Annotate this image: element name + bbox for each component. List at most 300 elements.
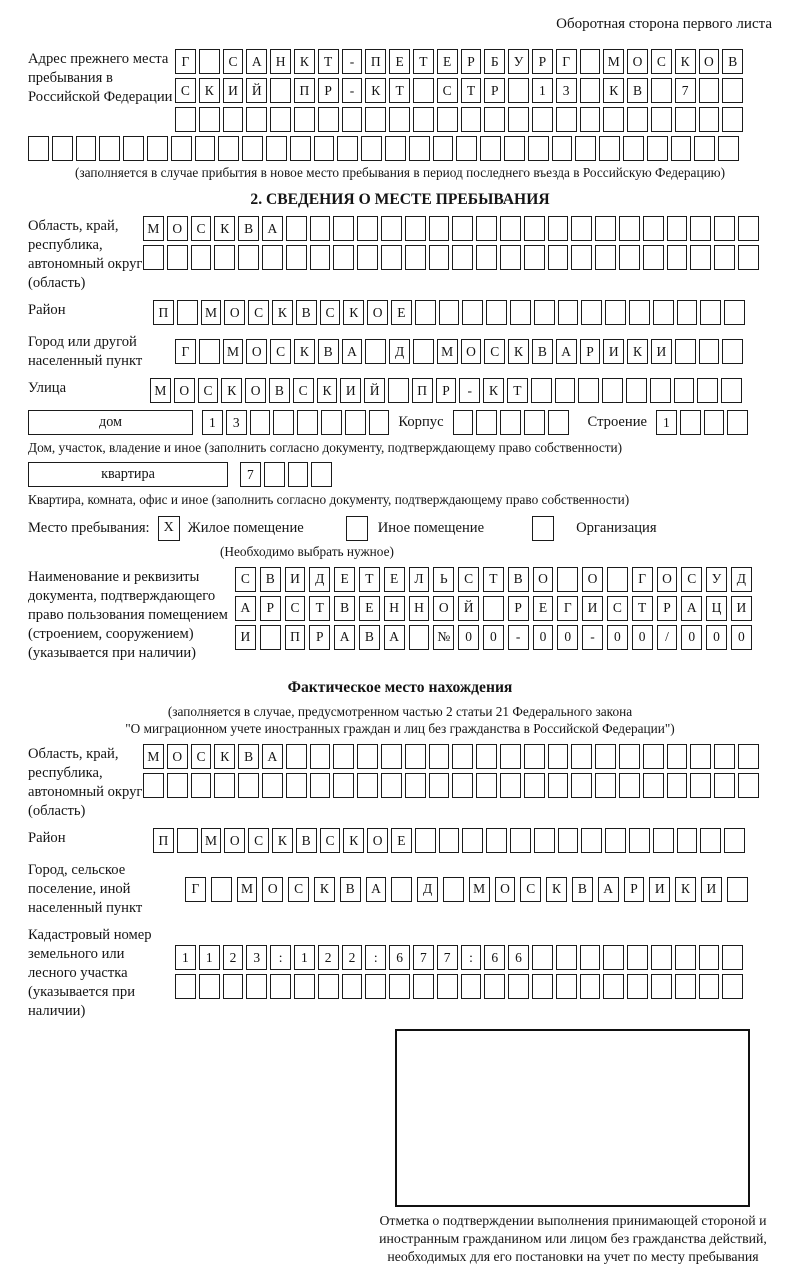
- char-cell[interactable]: [462, 828, 483, 853]
- char-cell[interactable]: [250, 410, 271, 435]
- char-cell[interactable]: [532, 107, 553, 132]
- char-cell[interactable]: С: [248, 828, 269, 853]
- char-cell[interactable]: И: [285, 567, 306, 592]
- char-cell[interactable]: [484, 974, 505, 999]
- char-cell[interactable]: 2: [318, 945, 339, 970]
- char-cell[interactable]: [476, 744, 497, 769]
- char-cell[interactable]: [722, 107, 743, 132]
- char-cell[interactable]: В: [627, 78, 648, 103]
- char-cell[interactable]: [333, 245, 354, 270]
- char-cell[interactable]: :: [365, 945, 386, 970]
- char-cell[interactable]: [310, 216, 331, 241]
- char-cell[interactable]: [242, 136, 263, 161]
- char-cell[interactable]: 2: [223, 945, 244, 970]
- char-cell[interactable]: [699, 974, 720, 999]
- char-cell[interactable]: К: [603, 78, 624, 103]
- char-cell[interactable]: [674, 378, 695, 403]
- char-cell[interactable]: [571, 245, 592, 270]
- char-cell[interactable]: [214, 773, 235, 798]
- char-cell[interactable]: [677, 300, 698, 325]
- char-cell[interactable]: 1: [199, 945, 220, 970]
- char-cell[interactable]: О: [167, 744, 188, 769]
- char-cell[interactable]: В: [238, 216, 259, 241]
- char-cell[interactable]: С: [681, 567, 702, 592]
- char-cell[interactable]: [532, 945, 553, 970]
- char-cell[interactable]: [738, 216, 759, 241]
- char-cell[interactable]: М: [201, 300, 222, 325]
- char-cell[interactable]: [667, 773, 688, 798]
- char-cell[interactable]: О: [167, 216, 188, 241]
- char-cell[interactable]: В: [340, 877, 361, 902]
- char-cell[interactable]: М: [437, 339, 458, 364]
- char-cell[interactable]: [718, 136, 739, 161]
- char-cell[interactable]: [724, 300, 745, 325]
- char-cell[interactable]: [500, 744, 521, 769]
- char-cell[interactable]: А: [262, 216, 283, 241]
- char-cell[interactable]: [651, 78, 672, 103]
- char-cell[interactable]: Г: [175, 339, 196, 364]
- char-cell[interactable]: [439, 300, 460, 325]
- char-cell[interactable]: [528, 136, 549, 161]
- char-cell[interactable]: [651, 945, 672, 970]
- char-cell[interactable]: [437, 107, 458, 132]
- char-cell[interactable]: С: [270, 339, 291, 364]
- dom-box[interactable]: дом: [28, 410, 193, 435]
- char-cell[interactable]: [429, 216, 450, 241]
- char-cell[interactable]: С: [288, 877, 309, 902]
- char-cell[interactable]: [405, 216, 426, 241]
- char-cell[interactable]: [727, 410, 748, 435]
- char-cell[interactable]: [603, 107, 624, 132]
- char-cell[interactable]: Г: [175, 49, 196, 74]
- char-cell[interactable]: [453, 410, 474, 435]
- char-cell[interactable]: -: [342, 49, 363, 74]
- char-cell[interactable]: К: [365, 78, 386, 103]
- char-cell[interactable]: №: [433, 625, 454, 650]
- char-cell[interactable]: [413, 339, 434, 364]
- char-cell[interactable]: И: [649, 877, 670, 902]
- char-cell[interactable]: [318, 974, 339, 999]
- char-cell[interactable]: В: [318, 339, 339, 364]
- char-cell[interactable]: С: [293, 378, 314, 403]
- char-cell[interactable]: [361, 136, 382, 161]
- char-cell[interactable]: [264, 462, 285, 487]
- char-cell[interactable]: [532, 974, 553, 999]
- char-cell[interactable]: [607, 567, 628, 592]
- char-cell[interactable]: 1: [656, 410, 677, 435]
- char-cell[interactable]: 6: [484, 945, 505, 970]
- char-cell[interactable]: [310, 245, 331, 270]
- char-cell[interactable]: [223, 974, 244, 999]
- char-cell[interactable]: [405, 245, 426, 270]
- char-cell[interactable]: [699, 945, 720, 970]
- org-checkbox[interactable]: [532, 516, 554, 541]
- char-cell[interactable]: [211, 877, 232, 902]
- char-cell[interactable]: 0: [533, 625, 554, 650]
- kvartira-box[interactable]: квартира: [28, 462, 228, 487]
- char-cell[interactable]: 0: [706, 625, 727, 650]
- char-cell[interactable]: Т: [413, 49, 434, 74]
- char-cell[interactable]: С: [223, 49, 244, 74]
- char-cell[interactable]: [175, 974, 196, 999]
- char-cell[interactable]: А: [262, 744, 283, 769]
- char-cell[interactable]: [310, 744, 331, 769]
- char-cell[interactable]: И: [223, 78, 244, 103]
- char-cell[interactable]: [413, 974, 434, 999]
- char-cell[interactable]: И: [582, 596, 603, 621]
- char-cell[interactable]: [605, 828, 626, 853]
- char-cell[interactable]: Р: [657, 596, 678, 621]
- char-cell[interactable]: 1: [532, 78, 553, 103]
- char-cell[interactable]: С: [191, 744, 212, 769]
- char-cell[interactable]: [486, 828, 507, 853]
- char-cell[interactable]: [314, 136, 335, 161]
- char-cell[interactable]: Р: [309, 625, 330, 650]
- char-cell[interactable]: К: [272, 828, 293, 853]
- char-cell[interactable]: [524, 245, 545, 270]
- char-cell[interactable]: Р: [260, 596, 281, 621]
- char-cell[interactable]: [381, 744, 402, 769]
- char-cell[interactable]: [357, 216, 378, 241]
- char-cell[interactable]: [653, 300, 674, 325]
- char-cell[interactable]: [167, 773, 188, 798]
- char-cell[interactable]: [548, 773, 569, 798]
- char-cell[interactable]: [199, 49, 220, 74]
- char-cell[interactable]: [602, 378, 623, 403]
- char-cell[interactable]: [52, 136, 73, 161]
- char-cell[interactable]: 2: [342, 945, 363, 970]
- char-cell[interactable]: 7: [413, 945, 434, 970]
- char-cell[interactable]: [486, 300, 507, 325]
- char-cell[interactable]: [389, 974, 410, 999]
- char-cell[interactable]: [500, 245, 521, 270]
- char-cell[interactable]: [524, 744, 545, 769]
- char-cell[interactable]: [548, 410, 569, 435]
- char-cell[interactable]: О: [367, 828, 388, 853]
- char-cell[interactable]: Т: [483, 567, 504, 592]
- char-cell[interactable]: К: [343, 828, 364, 853]
- char-cell[interactable]: Б: [484, 49, 505, 74]
- char-cell[interactable]: [651, 107, 672, 132]
- char-cell[interactable]: С: [458, 567, 479, 592]
- char-cell[interactable]: [603, 945, 624, 970]
- char-cell[interactable]: [534, 828, 555, 853]
- char-cell[interactable]: [595, 245, 616, 270]
- char-cell[interactable]: 0: [483, 625, 504, 650]
- char-cell[interactable]: И: [701, 877, 722, 902]
- char-cell[interactable]: [262, 773, 283, 798]
- char-cell[interactable]: :: [461, 945, 482, 970]
- char-cell[interactable]: [357, 744, 378, 769]
- char-cell[interactable]: [415, 828, 436, 853]
- char-cell[interactable]: К: [199, 78, 220, 103]
- char-cell[interactable]: [714, 245, 735, 270]
- char-cell[interactable]: [699, 78, 720, 103]
- char-cell[interactable]: [288, 462, 309, 487]
- char-cell[interactable]: В: [296, 300, 317, 325]
- char-cell[interactable]: [595, 744, 616, 769]
- char-cell[interactable]: Т: [359, 567, 380, 592]
- char-cell[interactable]: В: [532, 339, 553, 364]
- char-cell[interactable]: [643, 773, 664, 798]
- char-cell[interactable]: [270, 78, 291, 103]
- char-cell[interactable]: [476, 773, 497, 798]
- char-cell[interactable]: [571, 773, 592, 798]
- char-cell[interactable]: Й: [246, 78, 267, 103]
- char-cell[interactable]: [581, 300, 602, 325]
- char-cell[interactable]: [524, 773, 545, 798]
- char-cell[interactable]: [504, 136, 525, 161]
- char-cell[interactable]: [580, 974, 601, 999]
- char-cell[interactable]: 1: [294, 945, 315, 970]
- char-cell[interactable]: С: [285, 596, 306, 621]
- char-cell[interactable]: М: [237, 877, 258, 902]
- char-cell[interactable]: А: [246, 49, 267, 74]
- char-cell[interactable]: [677, 828, 698, 853]
- char-cell[interactable]: [500, 216, 521, 241]
- char-cell[interactable]: И: [603, 339, 624, 364]
- char-cell[interactable]: [480, 136, 501, 161]
- char-cell[interactable]: [558, 828, 579, 853]
- char-cell[interactable]: [556, 945, 577, 970]
- char-cell[interactable]: [333, 773, 354, 798]
- char-cell[interactable]: О: [367, 300, 388, 325]
- char-cell[interactable]: [619, 216, 640, 241]
- char-cell[interactable]: В: [296, 828, 317, 853]
- char-cell[interactable]: Т: [309, 596, 330, 621]
- char-cell[interactable]: [580, 107, 601, 132]
- char-cell[interactable]: [369, 410, 390, 435]
- char-cell[interactable]: [653, 828, 674, 853]
- char-cell[interactable]: [738, 245, 759, 270]
- char-cell[interactable]: [675, 107, 696, 132]
- char-cell[interactable]: [738, 773, 759, 798]
- char-cell[interactable]: [524, 410, 545, 435]
- char-cell[interactable]: [452, 773, 473, 798]
- char-cell[interactable]: М: [143, 216, 164, 241]
- char-cell[interactable]: Е: [384, 567, 405, 592]
- char-cell[interactable]: [690, 744, 711, 769]
- char-cell[interactable]: Г: [632, 567, 653, 592]
- char-cell[interactable]: [452, 245, 473, 270]
- char-cell[interactable]: [714, 773, 735, 798]
- char-cell[interactable]: О: [582, 567, 603, 592]
- char-cell[interactable]: С: [607, 596, 628, 621]
- char-cell[interactable]: К: [343, 300, 364, 325]
- char-cell[interactable]: [629, 828, 650, 853]
- char-cell[interactable]: [262, 245, 283, 270]
- char-cell[interactable]: Е: [391, 300, 412, 325]
- char-cell[interactable]: [531, 378, 552, 403]
- char-cell[interactable]: 0: [557, 625, 578, 650]
- char-cell[interactable]: -: [582, 625, 603, 650]
- char-cell[interactable]: [671, 136, 692, 161]
- char-cell[interactable]: О: [174, 378, 195, 403]
- char-cell[interactable]: [409, 625, 430, 650]
- char-cell[interactable]: [603, 974, 624, 999]
- char-cell[interactable]: К: [508, 339, 529, 364]
- char-cell[interactable]: [433, 136, 454, 161]
- char-cell[interactable]: [238, 773, 259, 798]
- char-cell[interactable]: [697, 378, 718, 403]
- char-cell[interactable]: [413, 78, 434, 103]
- char-cell[interactable]: [619, 773, 640, 798]
- char-cell[interactable]: [581, 828, 602, 853]
- char-cell[interactable]: С: [198, 378, 219, 403]
- char-cell[interactable]: Р: [484, 78, 505, 103]
- char-cell[interactable]: [595, 216, 616, 241]
- char-cell[interactable]: К: [627, 339, 648, 364]
- char-cell[interactable]: И: [340, 378, 361, 403]
- char-cell[interactable]: У: [706, 567, 727, 592]
- char-cell[interactable]: [443, 877, 464, 902]
- char-cell[interactable]: К: [214, 216, 235, 241]
- char-cell[interactable]: Е: [389, 49, 410, 74]
- char-cell[interactable]: 0: [731, 625, 752, 650]
- char-cell[interactable]: [476, 410, 497, 435]
- char-cell[interactable]: Г: [557, 596, 578, 621]
- char-cell[interactable]: [294, 974, 315, 999]
- char-cell[interactable]: [365, 974, 386, 999]
- char-cell[interactable]: 7: [240, 462, 261, 487]
- char-cell[interactable]: [260, 625, 281, 650]
- char-cell[interactable]: [722, 974, 743, 999]
- char-cell[interactable]: [680, 410, 701, 435]
- zhiloe-checkbox[interactable]: X: [158, 516, 180, 541]
- char-cell[interactable]: [461, 974, 482, 999]
- char-cell[interactable]: [415, 300, 436, 325]
- char-cell[interactable]: А: [598, 877, 619, 902]
- char-cell[interactable]: [357, 773, 378, 798]
- char-cell[interactable]: М: [469, 877, 490, 902]
- char-cell[interactable]: И: [235, 625, 256, 650]
- char-cell[interactable]: [704, 410, 725, 435]
- char-cell[interactable]: [191, 773, 212, 798]
- char-cell[interactable]: [381, 216, 402, 241]
- char-cell[interactable]: С: [437, 78, 458, 103]
- char-cell[interactable]: К: [294, 339, 315, 364]
- char-cell[interactable]: [337, 136, 358, 161]
- char-cell[interactable]: [651, 974, 672, 999]
- char-cell[interactable]: К: [546, 877, 567, 902]
- char-cell[interactable]: /: [657, 625, 678, 650]
- char-cell[interactable]: [524, 216, 545, 241]
- char-cell[interactable]: [552, 136, 573, 161]
- char-cell[interactable]: А: [334, 625, 355, 650]
- char-cell[interactable]: А: [384, 625, 405, 650]
- char-cell[interactable]: [580, 945, 601, 970]
- char-cell[interactable]: [675, 339, 696, 364]
- char-cell[interactable]: П: [294, 78, 315, 103]
- char-cell[interactable]: С: [320, 300, 341, 325]
- char-cell[interactable]: 3: [226, 410, 247, 435]
- char-cell[interactable]: К: [317, 378, 338, 403]
- char-cell[interactable]: [476, 245, 497, 270]
- char-cell[interactable]: Ь: [433, 567, 454, 592]
- char-cell[interactable]: [429, 245, 450, 270]
- char-cell[interactable]: [643, 216, 664, 241]
- char-cell[interactable]: Т: [632, 596, 653, 621]
- char-cell[interactable]: Р: [580, 339, 601, 364]
- char-cell[interactable]: Р: [436, 378, 457, 403]
- char-cell[interactable]: В: [334, 596, 355, 621]
- char-cell[interactable]: [571, 744, 592, 769]
- char-cell[interactable]: Н: [409, 596, 430, 621]
- char-cell[interactable]: [167, 245, 188, 270]
- char-cell[interactable]: П: [153, 828, 174, 853]
- char-cell[interactable]: [721, 378, 742, 403]
- char-cell[interactable]: [714, 744, 735, 769]
- char-cell[interactable]: С: [484, 339, 505, 364]
- char-cell[interactable]: [548, 216, 569, 241]
- char-cell[interactable]: [294, 107, 315, 132]
- char-cell[interactable]: [461, 107, 482, 132]
- char-cell[interactable]: С: [248, 300, 269, 325]
- char-cell[interactable]: 0: [632, 625, 653, 650]
- char-cell[interactable]: [724, 828, 745, 853]
- char-cell[interactable]: [605, 300, 626, 325]
- char-cell[interactable]: 3: [556, 78, 577, 103]
- char-cell[interactable]: 0: [458, 625, 479, 650]
- char-cell[interactable]: [286, 744, 307, 769]
- char-cell[interactable]: У: [508, 49, 529, 74]
- char-cell[interactable]: [738, 744, 759, 769]
- char-cell[interactable]: [690, 216, 711, 241]
- char-cell[interactable]: [548, 245, 569, 270]
- char-cell[interactable]: [177, 828, 198, 853]
- char-cell[interactable]: [643, 245, 664, 270]
- char-cell[interactable]: [555, 378, 576, 403]
- char-cell[interactable]: Й: [364, 378, 385, 403]
- char-cell[interactable]: Т: [318, 49, 339, 74]
- char-cell[interactable]: С: [235, 567, 256, 592]
- char-cell[interactable]: Д: [731, 567, 752, 592]
- char-cell[interactable]: [28, 136, 49, 161]
- char-cell[interactable]: [286, 245, 307, 270]
- char-cell[interactable]: О: [627, 49, 648, 74]
- char-cell[interactable]: В: [238, 744, 259, 769]
- char-cell[interactable]: С: [651, 49, 672, 74]
- char-cell[interactable]: -: [508, 625, 529, 650]
- char-cell[interactable]: [365, 339, 386, 364]
- char-cell[interactable]: С: [320, 828, 341, 853]
- char-cell[interactable]: К: [294, 49, 315, 74]
- char-cell[interactable]: П: [412, 378, 433, 403]
- char-cell[interactable]: [147, 136, 168, 161]
- char-cell[interactable]: [143, 773, 164, 798]
- char-cell[interactable]: [650, 378, 671, 403]
- char-cell[interactable]: П: [285, 625, 306, 650]
- char-cell[interactable]: О: [433, 596, 454, 621]
- char-cell[interactable]: [238, 245, 259, 270]
- char-cell[interactable]: С: [175, 78, 196, 103]
- char-cell[interactable]: [270, 107, 291, 132]
- char-cell[interactable]: Г: [185, 877, 206, 902]
- char-cell[interactable]: -: [459, 378, 480, 403]
- char-cell[interactable]: О: [224, 300, 245, 325]
- char-cell[interactable]: А: [342, 339, 363, 364]
- char-cell[interactable]: О: [245, 378, 266, 403]
- char-cell[interactable]: М: [143, 744, 164, 769]
- char-cell[interactable]: [452, 744, 473, 769]
- char-cell[interactable]: [413, 107, 434, 132]
- char-cell[interactable]: [500, 773, 521, 798]
- char-cell[interactable]: 6: [389, 945, 410, 970]
- char-cell[interactable]: [484, 107, 505, 132]
- char-cell[interactable]: К: [314, 877, 335, 902]
- char-cell[interactable]: [675, 974, 696, 999]
- char-cell[interactable]: В: [359, 625, 380, 650]
